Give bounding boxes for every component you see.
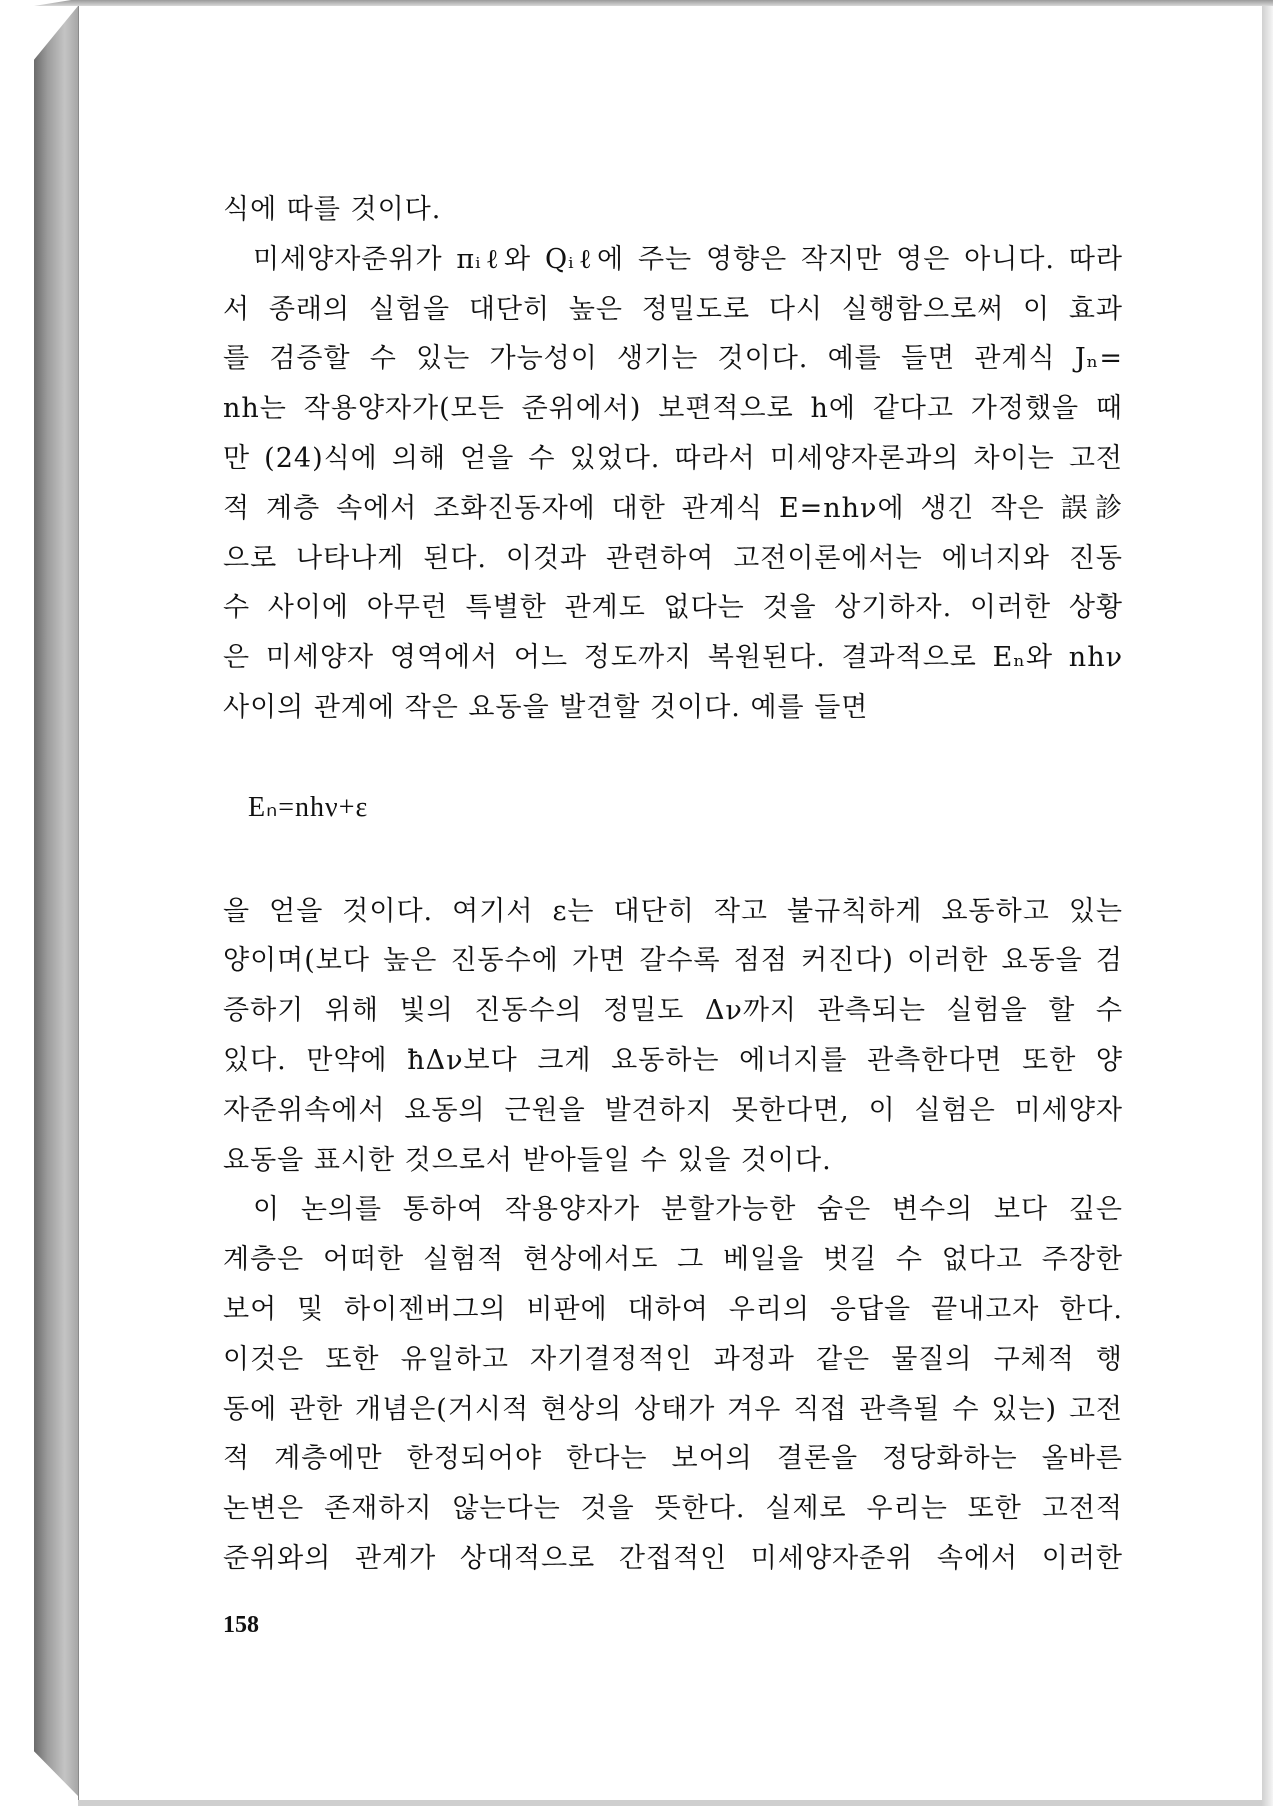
text-line: 사이의 관계에 작은 요동을 발견할 것이다. 예를 들면 <box>223 691 869 723</box>
page-right-edge <box>1262 6 1273 1806</box>
text-line: 양이며(보다 높은 진동수에 가면 갈수록 점점 커진다) 이러한 요동을 검 <box>223 945 1123 977</box>
page-number: 158 <box>223 1612 259 1638</box>
text-line: 적 계층 속에서 조화진동자에 대한 관계식 E=nhν에 생긴 작은 誤診 <box>223 492 1123 524</box>
text-line: 수 사이에 아무런 특별한 관계도 없다는 것을 상기하자. 이러한 상황 <box>223 592 1123 624</box>
book-spine <box>34 6 78 1796</box>
text-line: 적 계층에만 한정되어야 한다는 보어의 결론을 정당화하는 올바른 <box>223 1443 1123 1475</box>
text-line: 만 (24)식에 의해 얻을 수 있었다. 따라서 미세양자론과의 차이는 고전 <box>223 442 1123 474</box>
text-line: 미세양자준위가 πᵢℓ와 Qᵢℓ에 주는 영향은 작지만 영은 아니다. 따라 <box>253 243 1123 275</box>
text-line: 은 미세양자 영역에서 어느 정도까지 복원된다. 결과적으로 Eₙ와 nhν <box>223 642 1123 674</box>
text-line: 으로 나타나게 된다. 이것과 관련하여 고전이론에서는 에너지와 진동 <box>223 542 1123 574</box>
page-bottom-edge <box>78 1800 1262 1806</box>
text-line: 있다. 만약에 ħΔν보다 크게 요동하는 에너지를 관측한다면 또한 양 <box>223 1044 1123 1076</box>
text-line: 을 얻을 것이다. 여기서 ε는 대단히 작고 불규칙하게 요동하고 있는 <box>223 895 1123 927</box>
text-line: 이 논의를 통하여 작용양자가 분할가능한 숨은 변수의 보다 깊은 <box>253 1194 1123 1226</box>
text-line: 자준위속에서 요동의 근원을 발견하지 못한다면, 이 실험은 미세양자 <box>223 1094 1123 1126</box>
text-line: 를 검증할 수 있는 가능성이 생기는 것이다. 예를 들면 관계식 Jₙ= <box>223 343 1123 375</box>
text-line: 동에 관한 개념은(거시적 현상의 상태가 겨우 직접 관측될 수 있는) 고전 <box>223 1393 1123 1425</box>
text-line: 계층은 어떠한 실험적 현상에서도 그 베일을 벗길 수 없다고 주장한 <box>223 1244 1123 1276</box>
text-line: 식에 따를 것이다. <box>223 194 442 225</box>
text-line: 증하기 위해 빛의 진동수의 정밀도 Δν까지 관측되는 실험을 할 수 <box>223 995 1123 1027</box>
text-line: 준위와의 관계가 상대적으로 간접적인 미세양자준위 속에서 이러한 <box>223 1542 1123 1574</box>
body-text <box>223 185 1123 1584</box>
text-line: 이것은 또한 유일하고 자기결정적인 과정과 같은 물질의 구체적 행 <box>223 1343 1123 1375</box>
text-line: 논변은 존재하지 않는다는 것을 뜻한다. 실제로 우리는 또한 고전적 <box>223 1493 1123 1525</box>
text-line: 요동을 표시한 것으로서 받아들일 수 있을 것이다. <box>223 1144 832 1176</box>
text-line: nh는 작용양자가(모든 준위에서) 보편적으로 h에 같다고 가정했을 때 <box>223 393 1123 425</box>
text-line: 보어 및 하이젠버그의 비판에 대하여 우리의 응답을 끝내고자 한다. <box>223 1293 1123 1325</box>
equation: Eₙ=nhν+ε <box>248 791 369 823</box>
text-line: 서 종래의 실험을 대단히 높은 정밀도로 다시 실행함으로써 이 효과 <box>223 293 1123 325</box>
